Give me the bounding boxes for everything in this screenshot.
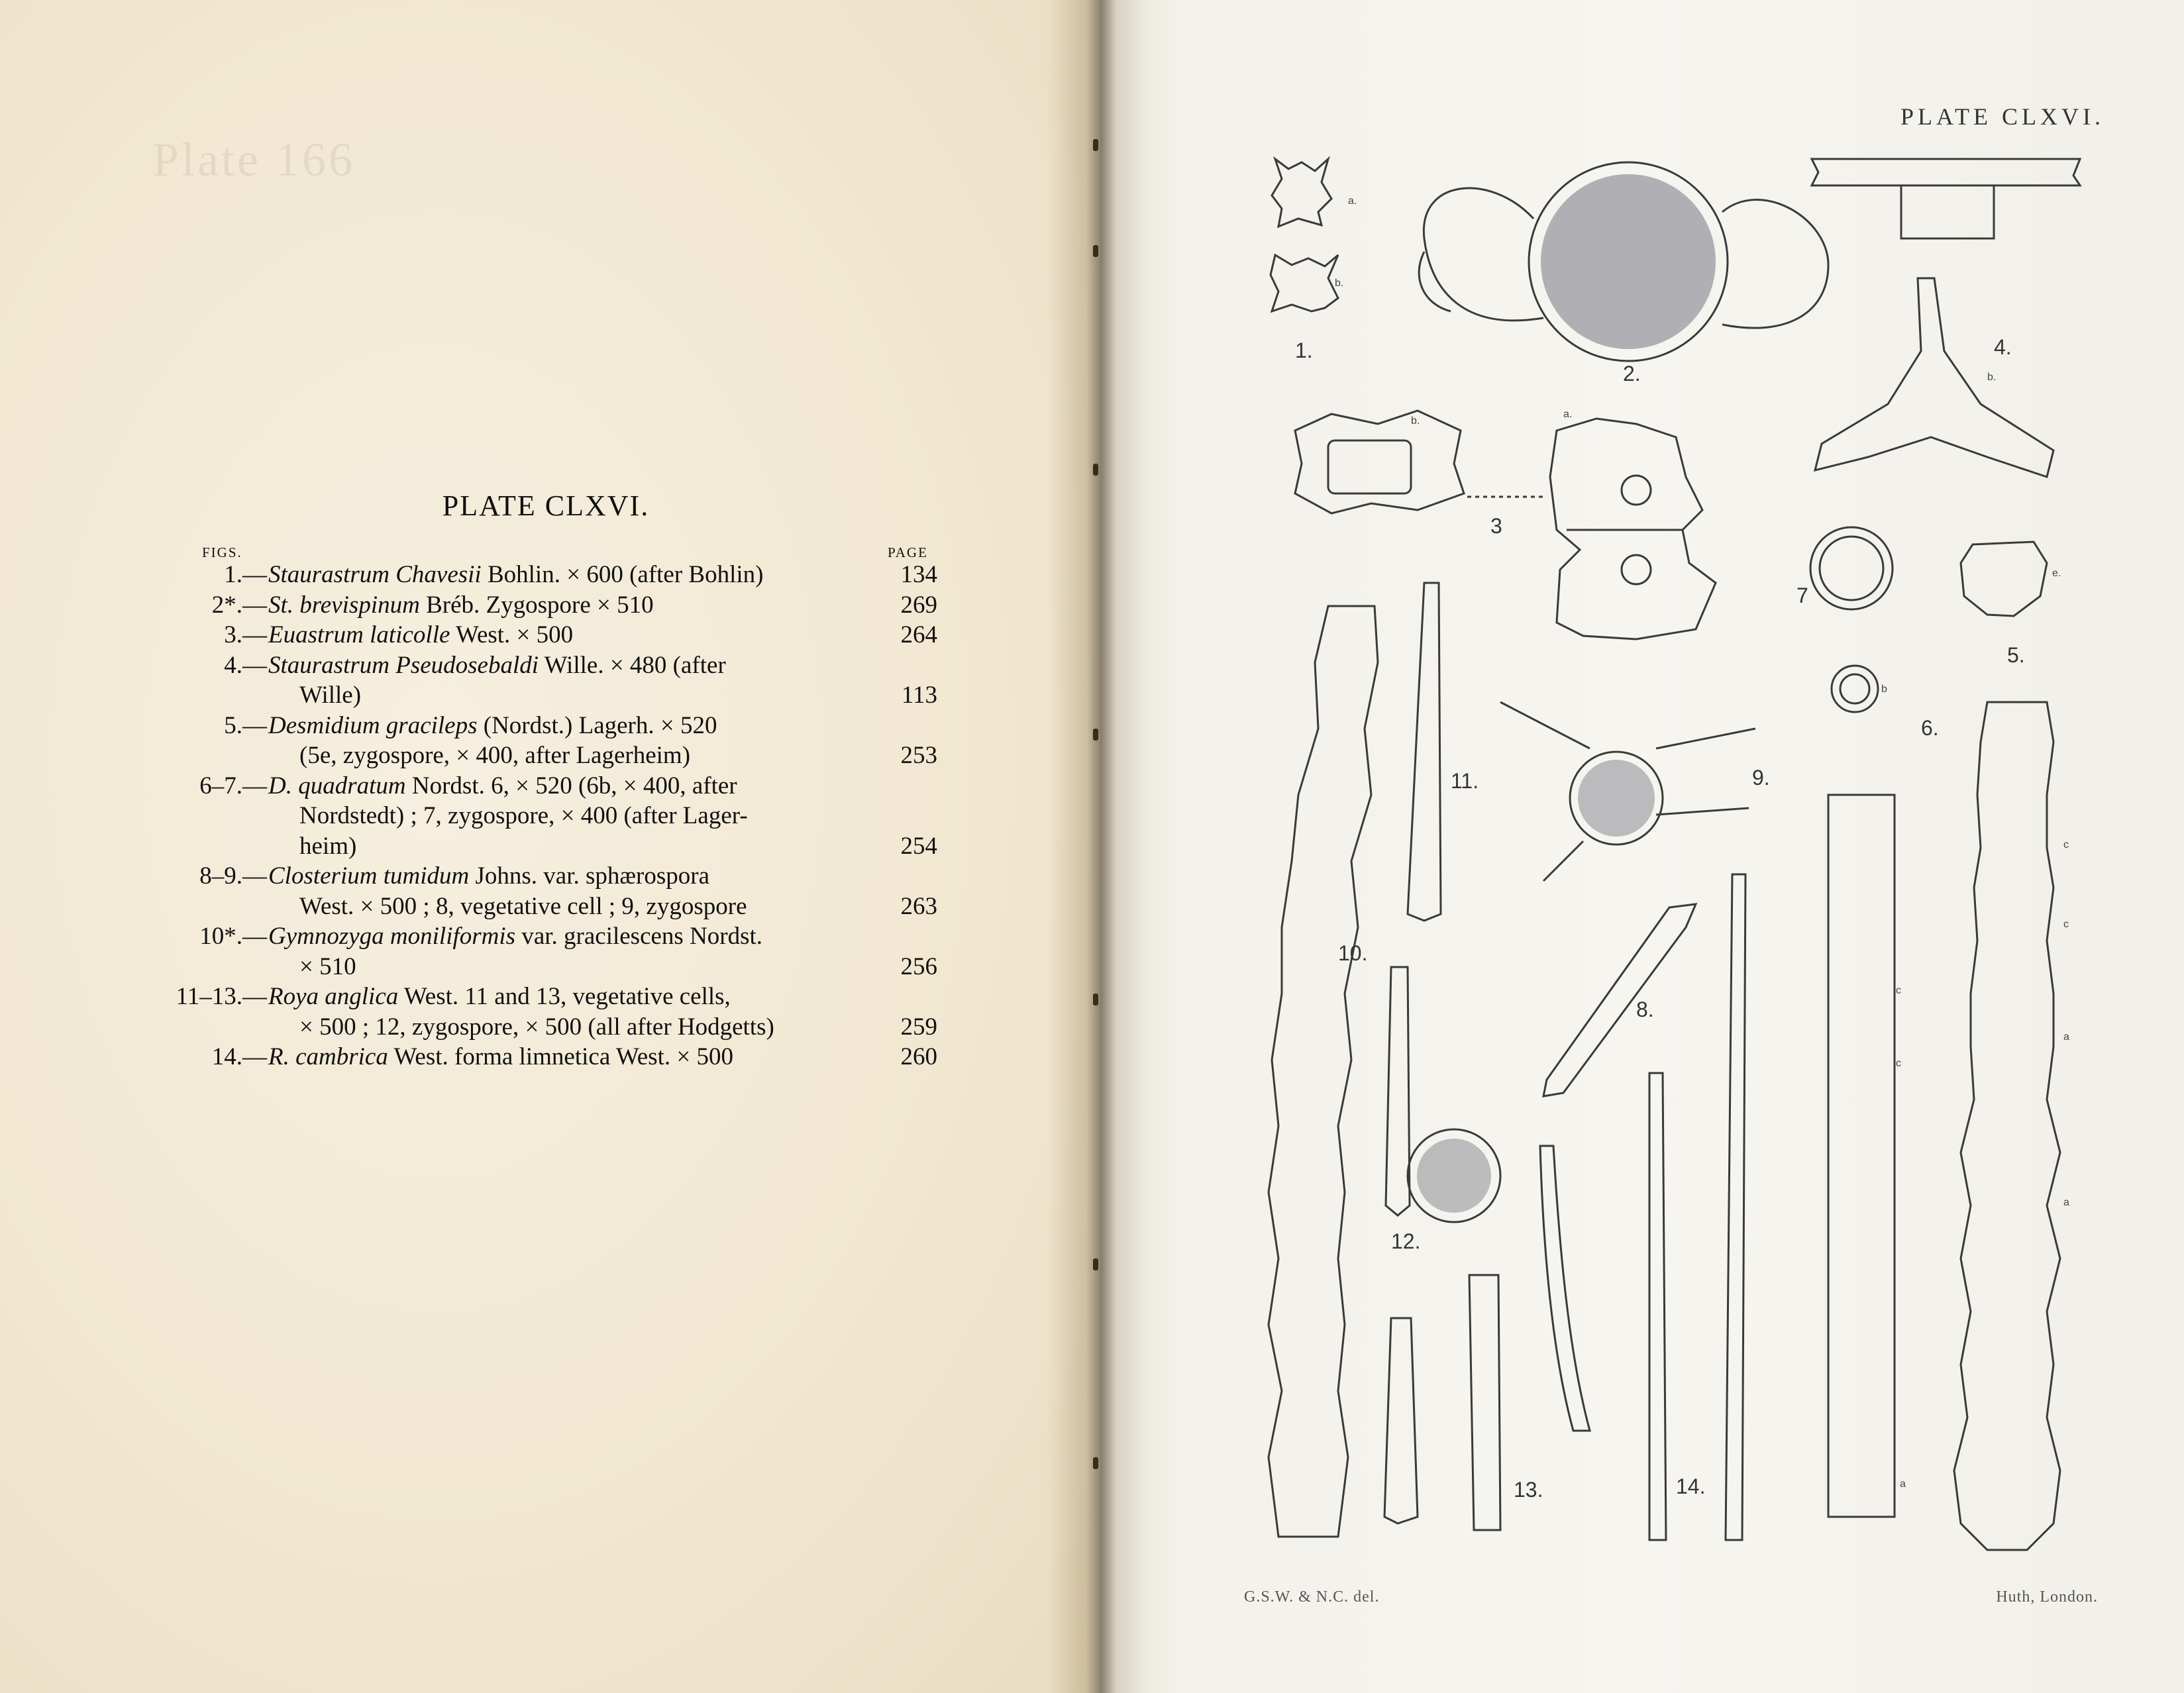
legend-detail: heim): [299, 832, 357, 860]
figure-9-zygospore: [1500, 702, 1755, 881]
sub-label: e.: [2052, 568, 2061, 579]
species-name: Closterium tumidum: [268, 862, 470, 890]
figure-number: 8–9.—: [199, 862, 267, 890]
fig-label-5: 5.: [2007, 643, 2025, 667]
figure-number: 14.—: [211, 1043, 267, 1070]
figure-1-staurastrum: [1271, 159, 1338, 311]
fig-label-1: 1.: [1295, 338, 1313, 362]
legend-detail: Wille): [299, 682, 362, 709]
page-number: 254: [900, 832, 937, 860]
page-number: 264: [900, 621, 937, 648]
fig-label-4: 4.: [1994, 335, 2012, 359]
legend-detail: (Nordst.) Lagerh. × 520: [477, 711, 717, 739]
legend-detail: Nordst. 6, × 520 (6b, × 400, after: [405, 772, 737, 799]
binding-stitch: [1093, 1457, 1098, 1469]
sub-label: a: [2063, 1197, 2069, 1208]
species-name: D. quadratum: [268, 772, 406, 799]
legend-detail: Nordstedt) ; 7, zygospore, × 400 (after Lager-: [299, 802, 748, 829]
binding-stitch: [1093, 245, 1098, 257]
species-name: Desmidium gracileps: [268, 711, 478, 739]
legend-detail: West. × 500: [450, 621, 574, 648]
page-number: 260: [900, 1043, 937, 1070]
legend-detail: Wille. × 480 (after: [539, 651, 726, 679]
sub-label: c: [2063, 839, 2069, 850]
species-name: R. cambrica: [268, 1043, 388, 1070]
legend-detail: Bréb. Zygospore × 510: [419, 591, 654, 619]
legend-detail: West. forma limnetica West. × 500: [388, 1043, 734, 1070]
legend-detail: West. × 500 ; 8, vegetative cell ; 9, zygospore: [299, 892, 747, 920]
page-number: 256: [900, 952, 937, 980]
fig-label-13: 13.: [1514, 1478, 1543, 1502]
species-name: Roya anglica: [268, 983, 399, 1010]
figure-12-zygospore: [1386, 967, 1590, 1431]
species-name: Staurastrum Chavesii: [268, 561, 482, 588]
fig-label-14: 14.: [1676, 1474, 1706, 1498]
sub-label: c: [1896, 1058, 1901, 1069]
fig-label-8: 8.: [1636, 998, 1654, 1021]
figure-13-roya-cells: [1384, 1275, 1500, 1530]
figure-number: 11–13.—: [176, 983, 267, 1010]
sub-label: b: [1881, 684, 1887, 695]
figure-10-gymnozyga-filament: [1269, 606, 1378, 1537]
artist-credit: G.S.W. & N.C. del.: [1244, 1588, 1380, 1606]
legend-detail: Johns. var. sphærospora: [469, 862, 710, 890]
binding-stitch: [1093, 729, 1098, 741]
figure-4-staurastrum: [1812, 159, 2080, 477]
figure-5-desmidium-filament: [1954, 542, 2060, 1550]
fig-label-2: 2.: [1623, 362, 1641, 385]
binding-stitch: [1093, 1258, 1098, 1270]
sub-label: c: [2063, 919, 2069, 930]
figure-number: 6–7.—: [199, 772, 267, 799]
fig-label-9: 9.: [1752, 766, 1770, 790]
sub-label: b.: [1987, 372, 1997, 383]
species-name: Staurastrum Pseudosebaldi: [268, 651, 539, 679]
legend-detail: West. 11 and 13, vegetative cells,: [398, 983, 731, 1010]
page-number: 269: [900, 591, 937, 619]
bleed-through-text: Plate 166: [152, 133, 355, 186]
sub-label: a.: [1563, 409, 1573, 420]
sub-label: c: [1896, 985, 1901, 996]
page-number: 259: [900, 1013, 937, 1041]
sub-label: b.: [1411, 415, 1420, 427]
legend-detail: × 510: [299, 952, 356, 980]
figure-8-closterium-cell: [1543, 904, 1696, 1096]
fig-label-3: 3: [1490, 514, 1502, 538]
binding-stitch: [1093, 464, 1098, 476]
plate-heading: PLATE CLXVI.: [442, 489, 650, 522]
species-name: Euastrum laticolle: [268, 621, 450, 648]
legend-detail: × 500 ; 12, zygospore, × 500 (all after Hodgetts): [299, 1013, 774, 1041]
figure-number: 1.—: [224, 561, 267, 588]
figure-14-roya-cambrica: [1649, 874, 1745, 1540]
binding-stitch: [1093, 139, 1098, 151]
sub-label: a: [1900, 1478, 1906, 1490]
fig-label-6: 6.: [1921, 716, 1939, 740]
figure-11-roya-cell: [1408, 583, 1441, 921]
figure-number: 4.—: [224, 651, 267, 679]
legend-detail: var. gracilescens Nordst.: [515, 923, 763, 950]
figure-6-desmidium: [1828, 666, 1895, 1517]
fig-label-7: 7: [1796, 584, 1808, 607]
legend-detail: Bohlin. × 600 (after Bohlin): [481, 561, 764, 588]
figure-number: 10*.—: [199, 923, 267, 950]
page-number: 253: [900, 742, 937, 769]
fig-label-11: 11.: [1451, 769, 1479, 793]
figure-number: 5.—: [224, 711, 267, 739]
figure-7-zygospore: [1810, 527, 1893, 609]
fig-label-10: 10.: [1338, 941, 1368, 965]
binding-stitch: [1093, 994, 1098, 1005]
figure-3-euastrum: [1295, 411, 1716, 639]
page-number: 113: [901, 682, 937, 709]
page-number: 134: [900, 561, 937, 588]
page-column-label: PAGE: [888, 544, 928, 560]
plate-number-header: PLATE CLXVI.: [1900, 103, 2105, 130]
sub-label: b.: [1335, 278, 1344, 289]
figure-2-zygospore: [1419, 162, 1828, 361]
sub-label: a.: [1348, 195, 1357, 207]
printer-credit: Huth, London.: [1996, 1588, 2098, 1606]
page-number: 263: [900, 892, 937, 920]
figure-number: 2*.—: [211, 591, 267, 619]
legend-detail: (5e, zygospore, × 400, after Lagerheim): [299, 742, 691, 769]
species-name: St. brevispinum: [268, 591, 420, 619]
figure-number: 3.—: [224, 621, 267, 648]
figs-column-label: FIGS.: [202, 544, 242, 560]
species-name: Gymnozyga moniliformis: [268, 923, 516, 950]
fig-label-12: 12.: [1391, 1229, 1421, 1253]
sub-label: a: [2063, 1031, 2069, 1043]
